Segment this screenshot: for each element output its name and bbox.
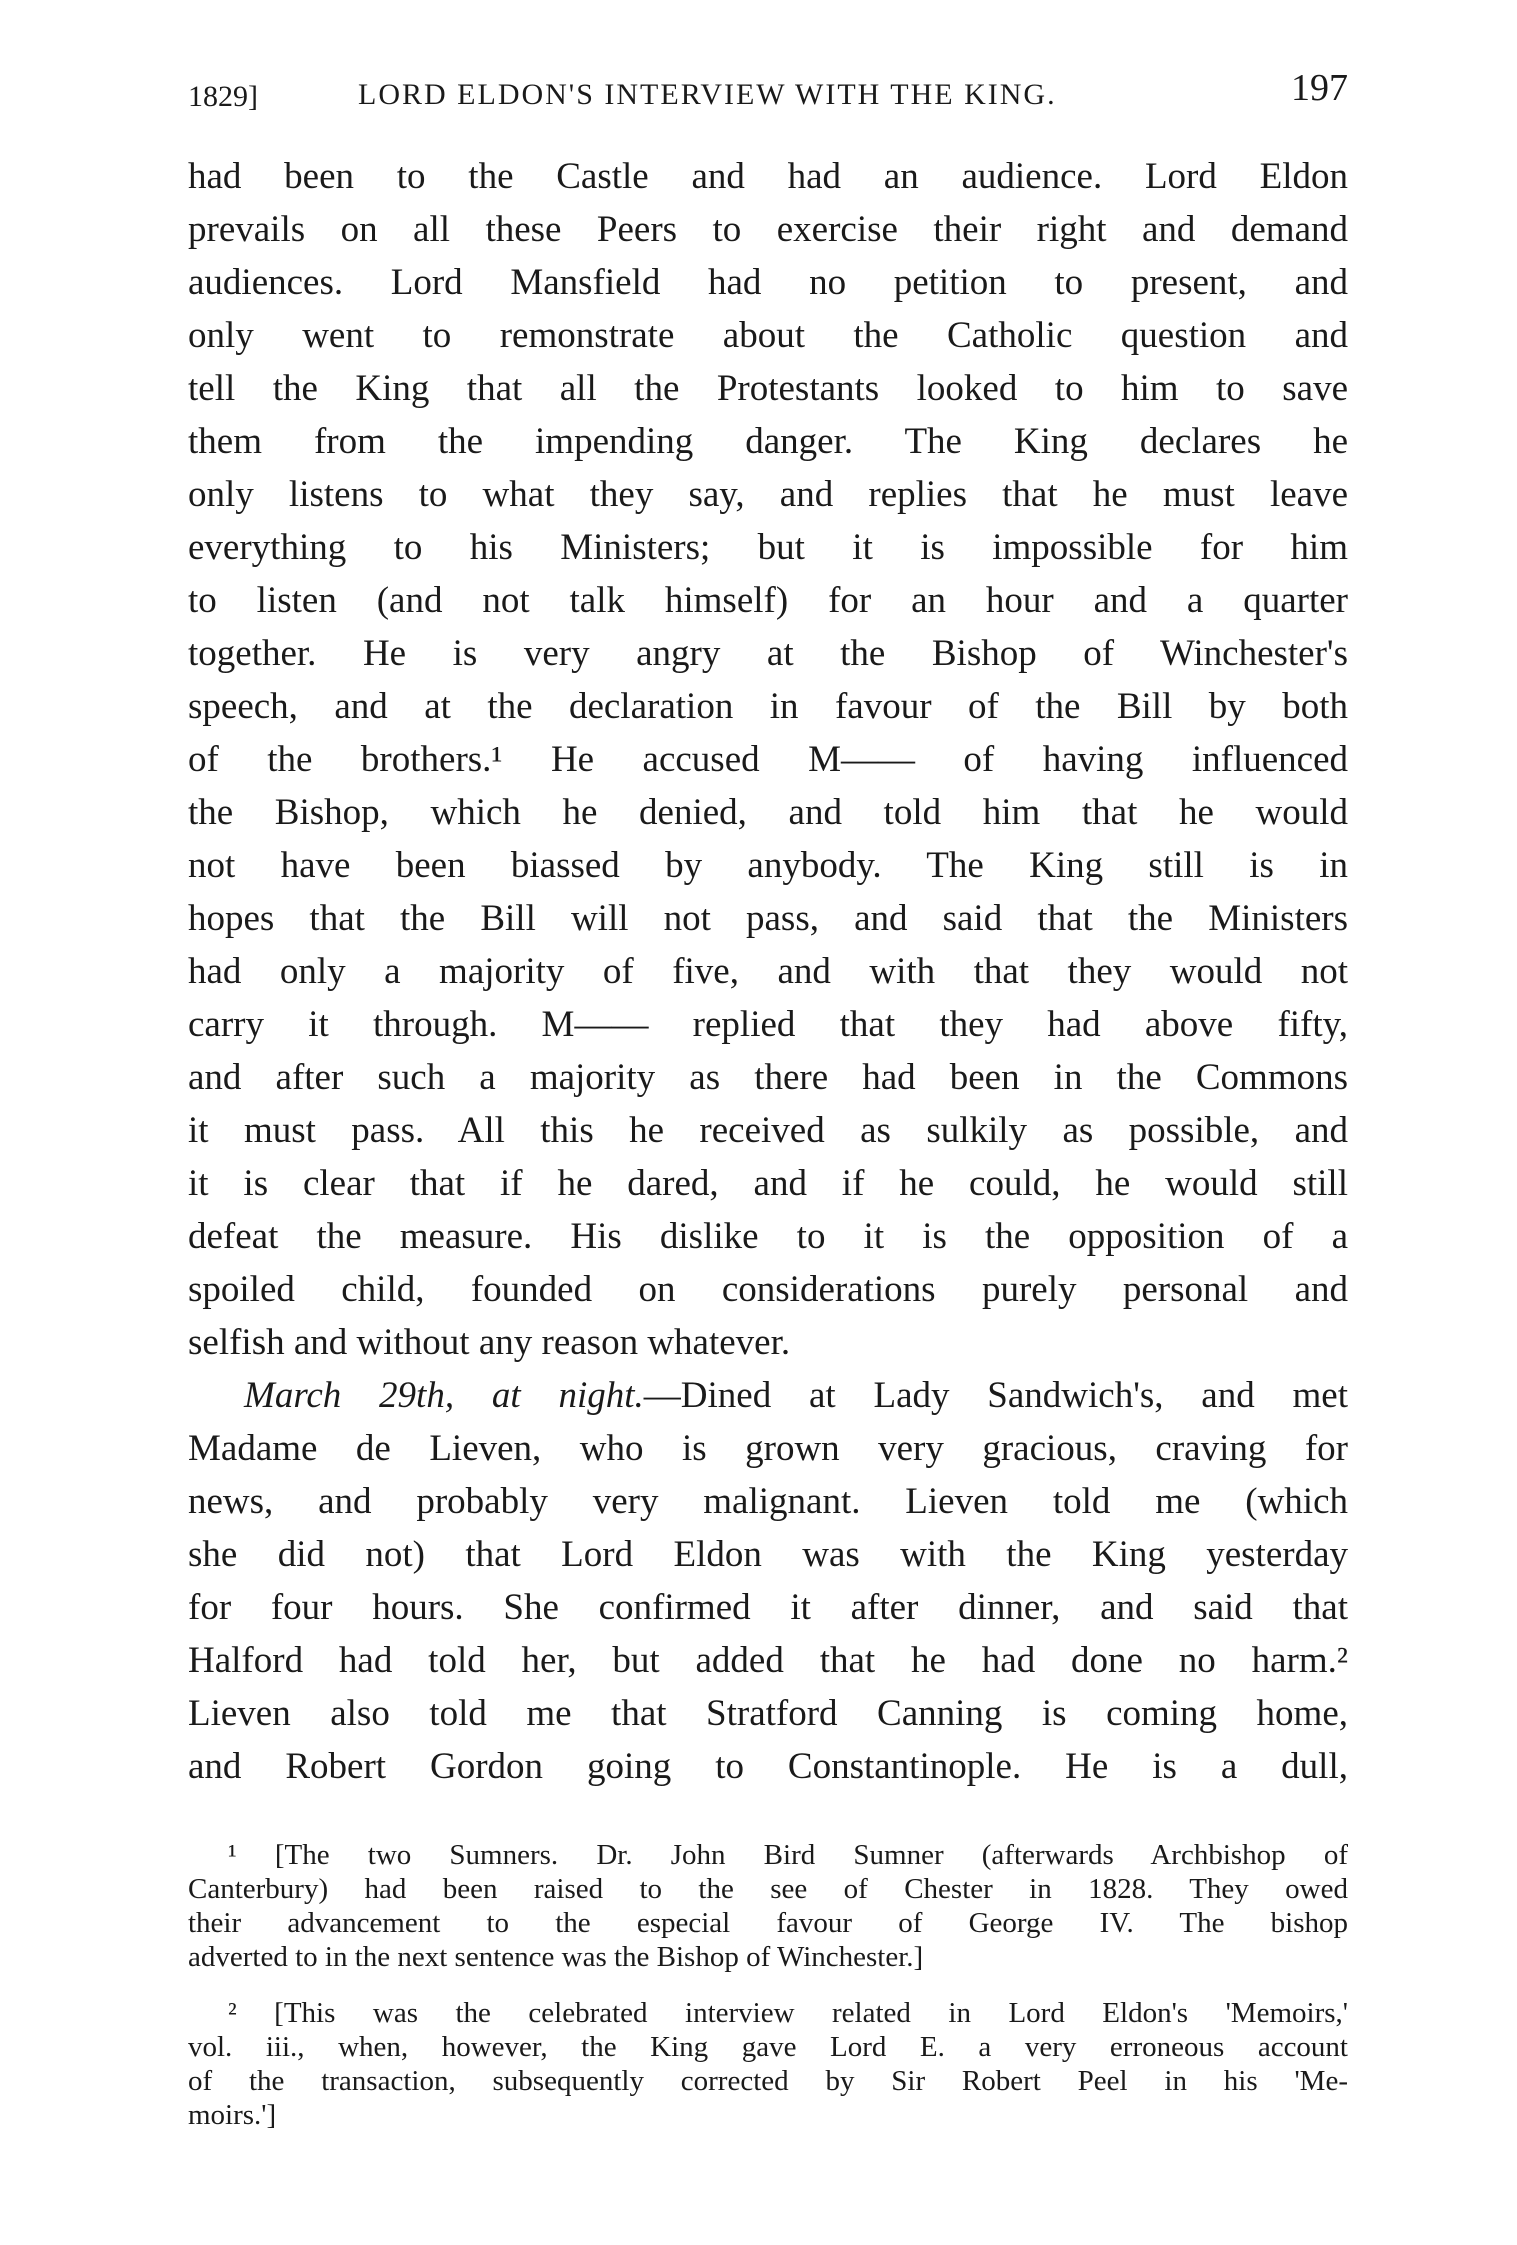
footnote-line: ¹ [The two Sumners. Dr. John Bird Sumner (afterwards Archbishop of [228,1839,1348,1871]
text-line: together. He is very angry at the Bishop of Winchester's [188,633,1348,674]
text-line: everything to his Ministers; but it is impossible for him [188,527,1348,568]
text-line: had only a majority of five, and with that they would not [188,951,1348,992]
entry-date: March 29th, at night. [244,1375,644,1416]
text-line: only went to remonstrate about the Catholic question and [188,315,1348,356]
entry-first-line [188,1369,1348,1422]
running-header [188,66,1348,116]
footnote-gap [188,1974,1348,1996]
text-line: tell the King that all the Protestants looked to him to save [188,368,1348,409]
text-line: defeat the measure. His dislike to it is the opposition of a [188,1216,1348,1257]
text-line: of the brothers.¹ He accused M—— of having influenced [188,739,1348,780]
footnote-line: ² [This was the celebrated interview related in Lord Eldon's 'Memoirs,' [228,1997,1348,2029]
footnote-line: of the transaction, subsequently corrected by Sir Robert Peel in his 'Me- [188,2065,1348,2097]
footnotes [188,1838,1348,2132]
text-line: and after such a majority as there had been in the Commons [188,1057,1348,1098]
text-line: them from the impending danger. The King declares he [188,421,1348,462]
footnote-line: their advancement to the especial favour of George IV. The bishop [188,1907,1348,1939]
text-line: carry it through. M—— replied that they had above fifty, [188,1004,1348,1045]
text-line: Lieven also told me that Stratford Canning is coming home, [188,1693,1348,1734]
footnote-line: moirs.'] [188,2099,277,2131]
text-line: Halford had told her, but added that he had done no harm.² [188,1640,1348,1681]
text-line: audiences. Lord Mansfield had no petition to present, and [188,262,1348,303]
text-line: the Bishop, which he denied, and told him that he would [188,792,1348,833]
text-line: to listen (and not talk himself) for an hour and a quarter [188,580,1348,621]
text-line: only listens to what they say, and replies that he must leave [188,474,1348,515]
text-line: selfish and without any reason whatever. [188,1322,791,1363]
header-year: 1829] [188,80,258,113]
text-line: for four hours. She confirmed it after dinner, and said that [188,1587,1348,1628]
entry-text: —Dined at Lady Sandwich's, and met [643,1375,1349,1416]
text-line: prevails on all these Peers to exercise their right and demand [188,209,1348,250]
text-line: not have been biassed by anybody. The King still is in [188,845,1348,886]
footnote-line: Canterbury) had been raised to the see of Chester in 1828. They owed [188,1873,1348,1905]
footnote-line: vol. iii., when, however, the King gave Lord E. a very erroneous account [188,2031,1348,2063]
text-line: it must pass. All this he received as sulkily as possible, and [188,1110,1348,1151]
text-line: spoiled child, founded on considerations purely personal and [188,1269,1348,1310]
text-line: and Robert Gordon going to Constantinople. He is a dull, [188,1746,1348,1787]
text-line: had been to the Castle and had an audience. Lord Eldon [188,156,1348,197]
text-line: speech, and at the declaration in favour of the Bill by both [188,686,1348,727]
text-line: Madame de Lieven, who is grown very gracious, craving for [188,1428,1348,1469]
footnote-line: adverted to in the next sentence was the Bishop of Winchester.] [188,1941,924,1973]
text-line: news, and probably very malignant. Lieven told me (which [188,1481,1348,1522]
text-line: she did not) that Lord Eldon was with the King yesterday [188,1534,1348,1575]
header-title: LORD ELDON'S INTERVIEW WITH THE KING. [358,78,1057,111]
body-text [188,150,1348,1793]
page-number: 197 [1291,67,1348,109]
text-line: it is clear that if he dared, and if he could, he would still [188,1163,1348,1204]
text-line: hopes that the Bill will not pass, and said that the Ministers [188,898,1348,939]
